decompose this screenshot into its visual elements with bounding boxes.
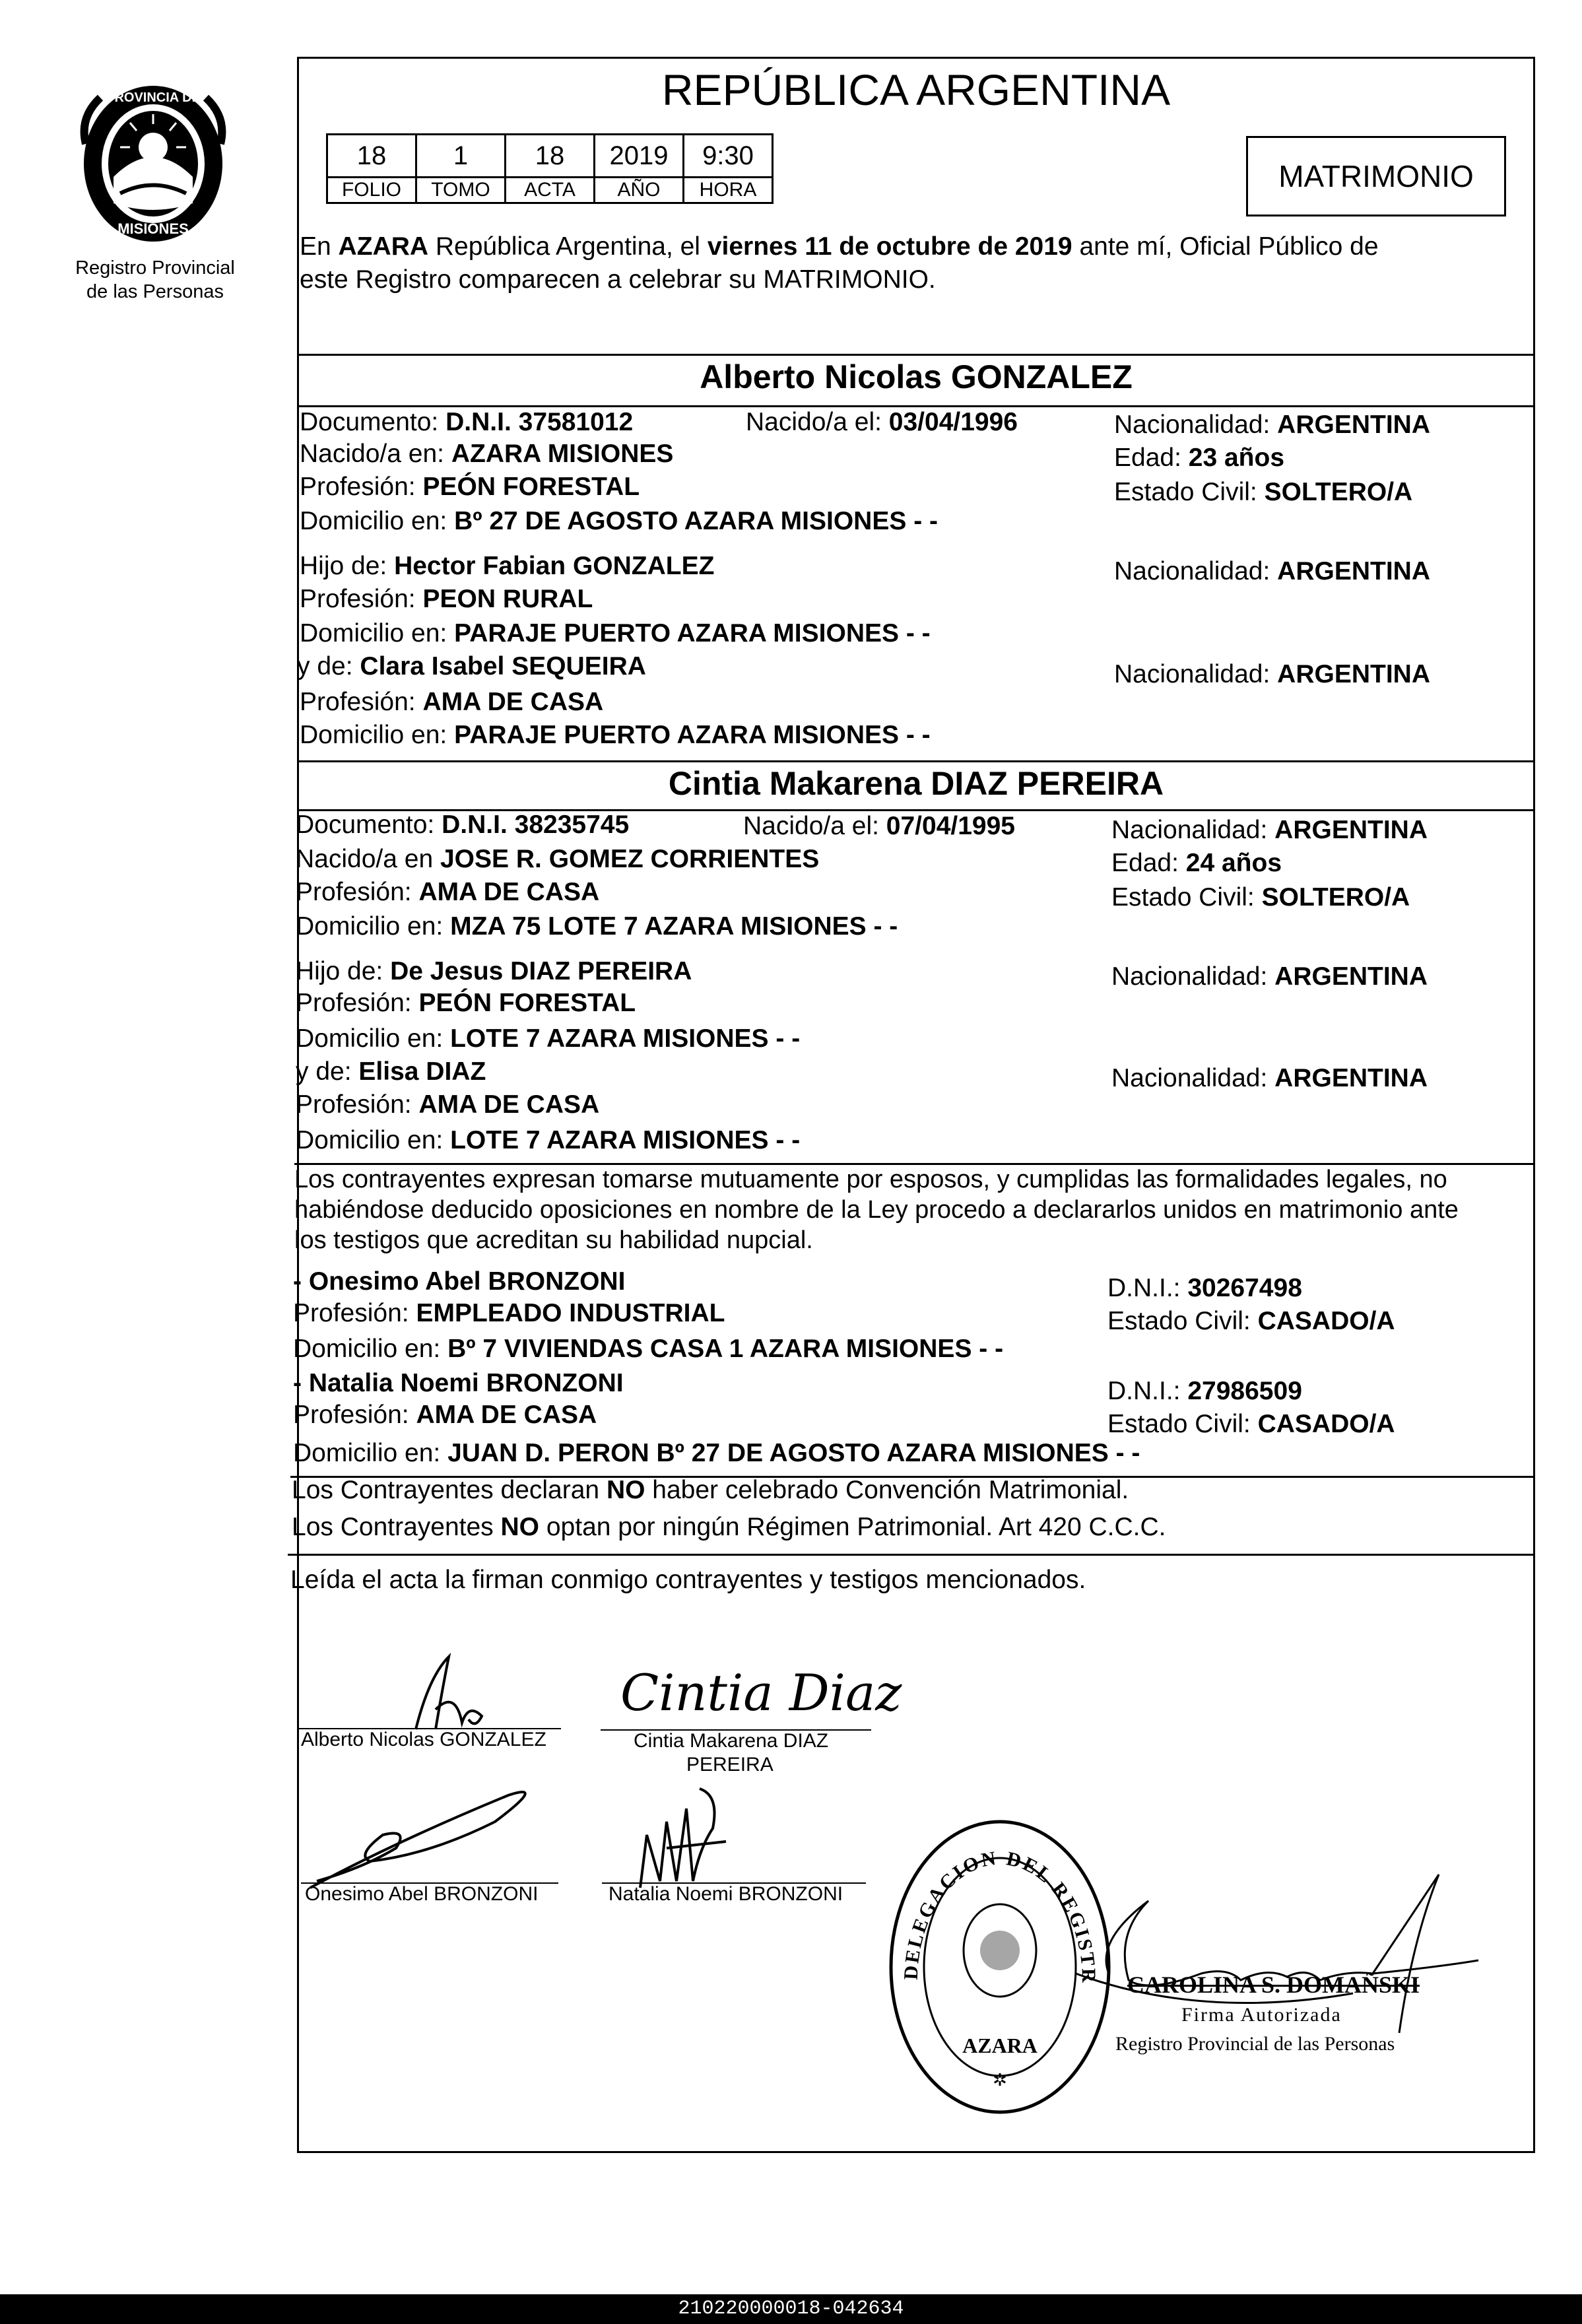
intro-fecha: viernes 11 de octubre de 2019 bbox=[707, 232, 1072, 261]
value: 27986509 bbox=[1187, 1377, 1302, 1405]
declaracion-line2: habiéndose deducido oposiciones en nombre de la Ley procedo a declararlos unidos en matrimonio ante bbox=[294, 1196, 1459, 1224]
label: Nacionalidad: bbox=[1114, 411, 1270, 439]
stamp-localidad: AZARA bbox=[962, 2034, 1038, 2057]
registration-table bbox=[326, 133, 774, 204]
c2-profesion bbox=[296, 877, 599, 908]
oficial-registro: Registro Provincial de las Personas bbox=[1115, 2033, 1395, 2055]
label: Edad: bbox=[1114, 444, 1181, 472]
label: Nacionalidad: bbox=[1111, 816, 1268, 844]
value: LOTE 7 AZARA MISIONES - - bbox=[450, 1024, 801, 1053]
c2-padre-profesion bbox=[296, 987, 636, 1019]
c2-madre-domicilio bbox=[296, 1125, 800, 1156]
testigo1-dni bbox=[1107, 1273, 1302, 1304]
value: SOLTERO/A bbox=[1264, 478, 1413, 506]
provincial-seal-logo bbox=[74, 78, 232, 249]
value: 23 años bbox=[1188, 444, 1285, 472]
c2-madre-nacionalidad bbox=[1111, 1063, 1428, 1094]
signature-alberto bbox=[370, 1650, 515, 1736]
value: 07/04/1995 bbox=[886, 812, 1015, 840]
folio-value: 18 bbox=[327, 135, 416, 178]
label: Nacionalidad: bbox=[1114, 557, 1270, 585]
divider bbox=[297, 354, 1535, 356]
anio-label: AÑO bbox=[595, 178, 684, 203]
intro-line2: este Registro comparecen a celebrar su MATRIMONIO. bbox=[300, 265, 936, 294]
label: Nacido/a en: bbox=[300, 440, 444, 468]
stamp-circular-text: DELEGACION DEL REGISTR bbox=[900, 1847, 1100, 1985]
divider bbox=[297, 760, 1535, 762]
value: De Jesus DIAZ PEREIRA bbox=[390, 957, 692, 985]
tomo-value: 1 bbox=[416, 135, 506, 178]
label: Domicilio en: bbox=[300, 619, 447, 647]
seal-text-top: PROVINCIA DE bbox=[106, 90, 201, 105]
intro-lugar: AZARA bbox=[338, 232, 429, 261]
hora-value: 9:30 bbox=[684, 135, 773, 178]
value: Elisa DIAZ bbox=[358, 1057, 486, 1086]
label: Nacido/a el: bbox=[743, 812, 879, 840]
c1-padre-profesion bbox=[300, 583, 593, 615]
label: Domicilio en: bbox=[296, 1126, 444, 1154]
value: JOSE R. GOMEZ CORRIENTES bbox=[440, 845, 820, 873]
testigo2-nombre bbox=[293, 1368, 624, 1399]
label: Documento: bbox=[296, 811, 435, 839]
value: AMA DE CASA bbox=[416, 1401, 597, 1429]
folio-label: FOLIO bbox=[327, 178, 416, 203]
label: Nacionalidad: bbox=[1111, 1064, 1268, 1092]
divider bbox=[288, 1554, 1535, 1556]
signature-onesimo bbox=[297, 1782, 561, 1894]
acta-value: 18 bbox=[506, 135, 595, 178]
c2-padre bbox=[296, 956, 692, 987]
text: haber celebrado Convención Matrimonial. bbox=[645, 1476, 1129, 1504]
value: - Natalia Noemi BRONZONI bbox=[293, 1369, 624, 1397]
tomo-label: TOMO bbox=[416, 178, 506, 203]
label: Estado Civil: bbox=[1114, 478, 1257, 506]
page-title: REPÚBLICA ARGENTINA bbox=[661, 65, 1171, 114]
value: 03/04/1996 bbox=[888, 408, 1018, 436]
c1-padre-nacionalidad bbox=[1114, 556, 1430, 587]
label: Documento: bbox=[300, 408, 439, 436]
label: Estado Civil: bbox=[1111, 883, 1255, 912]
label: Nacionalidad: bbox=[1114, 660, 1270, 688]
c1-profesion bbox=[300, 471, 640, 503]
value: EMPLEADO INDUSTRIAL bbox=[416, 1299, 725, 1327]
label: Profesión: bbox=[296, 878, 412, 906]
value: LOTE 7 AZARA MISIONES - - bbox=[450, 1126, 801, 1154]
value: D.N.I. 38235745 bbox=[442, 811, 630, 839]
label: Profesión: bbox=[300, 585, 416, 613]
text: Los Contrayentes declaran bbox=[292, 1476, 607, 1504]
value: AMA DE CASA bbox=[422, 688, 604, 716]
oficial-cargo: Firma Autorizada bbox=[1181, 2004, 1342, 2026]
label: D.N.I.: bbox=[1107, 1274, 1181, 1302]
text: Los Contrayentes bbox=[292, 1513, 501, 1541]
testigo2-domicilio bbox=[293, 1438, 1140, 1469]
signature-natalia bbox=[627, 1769, 746, 1894]
label: y de: bbox=[296, 1057, 352, 1086]
footer-barcode-text: 210220000018-042634 bbox=[0, 2294, 1582, 2324]
signature-cintia: Cintia Diaz bbox=[620, 1663, 902, 1722]
label: Domicilio en: bbox=[296, 912, 444, 941]
c1-nacionalidad bbox=[1114, 409, 1430, 441]
firma-cintia-name-line2: PEREIRA bbox=[686, 1754, 774, 1776]
value: - Onesimo Abel BRONZONI bbox=[293, 1267, 626, 1296]
label: Profesión: bbox=[293, 1401, 409, 1429]
c1-madre-profesion bbox=[300, 686, 603, 718]
testigo2-profesion bbox=[293, 1399, 597, 1431]
text: optan por ningún Régimen Patrimonial. Art 420 C.C.C. bbox=[539, 1513, 1166, 1541]
testigo2-dni bbox=[1107, 1376, 1302, 1407]
c2-estado-civil bbox=[1111, 882, 1410, 913]
c2-nacionalidad bbox=[1111, 814, 1428, 846]
c1-padre bbox=[300, 550, 714, 582]
value: PEON RURAL bbox=[422, 585, 593, 613]
c2-domicilio bbox=[296, 911, 898, 943]
convencion-line1 bbox=[292, 1475, 1129, 1506]
text-bold: NO bbox=[500, 1513, 540, 1541]
c2-padre-domicilio bbox=[296, 1023, 800, 1055]
logo-caption-line1: Registro Provincial bbox=[75, 257, 235, 279]
hora-label: HORA bbox=[684, 178, 773, 203]
firma-cintia-name-line1: Cintia Makarena DIAZ bbox=[634, 1730, 829, 1752]
c1-documento bbox=[300, 407, 633, 438]
value: CASADO/A bbox=[1257, 1410, 1395, 1438]
firma-alberto-name: Alberto Nicolas GONZALEZ bbox=[301, 1729, 546, 1750]
value: PEÓN FORESTAL bbox=[422, 473, 640, 501]
value: ARGENTINA bbox=[1274, 962, 1428, 991]
c1-nacido-el bbox=[746, 407, 1018, 438]
label: Nacido/a el: bbox=[746, 408, 882, 436]
c2-madre-profesion bbox=[296, 1089, 599, 1121]
label: Domicilio en: bbox=[293, 1439, 441, 1467]
value: SOLTERO/A bbox=[1261, 883, 1410, 912]
intro-p1: En bbox=[300, 232, 339, 261]
label: Profesión: bbox=[300, 688, 416, 716]
label: y de: bbox=[297, 652, 353, 681]
c2-madre bbox=[296, 1056, 486, 1088]
cierre: Leída el acta la firman conmigo contrayentes y testigos mencionados. bbox=[290, 1566, 1086, 1594]
value: MZA 75 LOTE 7 AZARA MISIONES - - bbox=[450, 912, 898, 941]
c1-madre bbox=[297, 651, 646, 682]
testigo1-domicilio bbox=[293, 1333, 1003, 1365]
value: AMA DE CASA bbox=[418, 878, 600, 906]
label: Estado Civil: bbox=[1107, 1307, 1251, 1335]
convencion-line2 bbox=[292, 1511, 1166, 1543]
value: D.N.I. 37581012 bbox=[445, 408, 634, 436]
label: Nacionalidad: bbox=[1111, 962, 1268, 991]
label: Profesión: bbox=[293, 1299, 409, 1327]
intro-p2: República Argentina, el bbox=[428, 232, 708, 261]
value: AZARA MISIONES bbox=[451, 440, 674, 468]
c2-nacido-en bbox=[296, 844, 819, 875]
label: Hijo de: bbox=[296, 957, 383, 985]
testigo1-profesion bbox=[293, 1298, 725, 1329]
act-type-box: MATRIMONIO bbox=[1246, 136, 1506, 216]
label: Domicilio en: bbox=[296, 1024, 444, 1053]
value: ARGENTINA bbox=[1277, 557, 1431, 585]
value: Bº 27 DE AGOSTO AZARA MISIONES - - bbox=[454, 507, 939, 535]
value: CASADO/A bbox=[1257, 1307, 1395, 1335]
c1-domicilio bbox=[300, 506, 938, 537]
label: Nacido/a en bbox=[296, 845, 434, 873]
label: D.N.I.: bbox=[1107, 1377, 1181, 1405]
firma-natalia-name: Natalia Noemi BRONZONI bbox=[609, 1883, 843, 1905]
label: Domicilio en: bbox=[300, 507, 447, 535]
label: Hijo de: bbox=[300, 552, 387, 580]
stamp-star-icon: ✲ bbox=[993, 2070, 1007, 2090]
label: Estado Civil: bbox=[1107, 1410, 1251, 1438]
value: ARGENTINA bbox=[1274, 1064, 1428, 1092]
text-bold: NO bbox=[606, 1476, 645, 1504]
c1-edad bbox=[1114, 442, 1284, 474]
value: PARAJE PUERTO AZARA MISIONES - - bbox=[454, 619, 931, 647]
firma-onesimo-name: Onesimo Abel BRONZONI bbox=[305, 1883, 539, 1905]
acta-label: ACTA bbox=[506, 178, 595, 203]
logo-caption bbox=[46, 256, 264, 304]
label: Domicilio en: bbox=[293, 1335, 441, 1363]
declaracion-line3: los testigos que acreditan su habilidad nupcial. bbox=[294, 1226, 813, 1254]
seal-text-bottom: MISIONES bbox=[117, 220, 189, 237]
value: PEÓN FORESTAL bbox=[418, 989, 636, 1017]
value: 30267498 bbox=[1187, 1274, 1302, 1302]
value: ARGENTINA bbox=[1277, 411, 1431, 439]
value: PARAJE PUERTO AZARA MISIONES - - bbox=[454, 721, 931, 749]
c2-edad bbox=[1111, 847, 1282, 879]
contrayente2-name: Cintia Makarena DIAZ PEREIRA bbox=[668, 765, 1164, 802]
c1-madre-nacionalidad bbox=[1114, 659, 1430, 690]
value: ARGENTINA bbox=[1274, 816, 1428, 844]
label: Profesión: bbox=[300, 473, 416, 501]
value: Bº 7 VIVIENDAS CASA 1 AZARA MISIONES - - bbox=[447, 1335, 1004, 1363]
testigo1-estado-civil bbox=[1107, 1306, 1395, 1337]
c2-padre-nacionalidad bbox=[1111, 961, 1428, 993]
oficial-nombre: CAROLINA S. DOMAÑSKI bbox=[1127, 1972, 1420, 1998]
c1-nacido-en bbox=[300, 438, 673, 470]
label: Profesión: bbox=[296, 989, 412, 1017]
declaracion-line1: Los contrayentes expresan tomarse mutuamente por esposos, y cumplidas las formalidades legales, no bbox=[294, 1166, 1447, 1193]
intro-p3: ante mí, Oficial Público de bbox=[1072, 232, 1379, 261]
label: Profesión: bbox=[296, 1090, 412, 1119]
label: Edad: bbox=[1111, 849, 1179, 877]
value: Hector Fabian GONZALEZ bbox=[394, 552, 715, 580]
value: 24 años bbox=[1185, 849, 1282, 877]
value: AMA DE CASA bbox=[418, 1090, 600, 1119]
intro-line1 bbox=[300, 231, 1379, 263]
c1-estado-civil bbox=[1114, 477, 1412, 508]
testigo2-estado-civil bbox=[1107, 1409, 1395, 1440]
logo-caption-line2: de las Personas bbox=[86, 281, 224, 302]
c2-nacido-el bbox=[743, 811, 1015, 842]
c1-madre-domicilio bbox=[300, 719, 931, 751]
contrayente1-name: Alberto Nicolas GONZALEZ bbox=[700, 358, 1133, 395]
testigo1-nombre bbox=[293, 1266, 625, 1298]
value: JUAN D. PERON Bº 27 DE AGOSTO AZARA MISIONES - - bbox=[447, 1439, 1140, 1467]
c1-padre-domicilio bbox=[300, 618, 931, 649]
value: ARGENTINA bbox=[1277, 660, 1431, 688]
label: Domicilio en: bbox=[300, 721, 447, 749]
value: Clara Isabel SEQUEIRA bbox=[360, 652, 646, 681]
anio-value: 2019 bbox=[595, 135, 684, 178]
c2-documento bbox=[296, 809, 629, 841]
